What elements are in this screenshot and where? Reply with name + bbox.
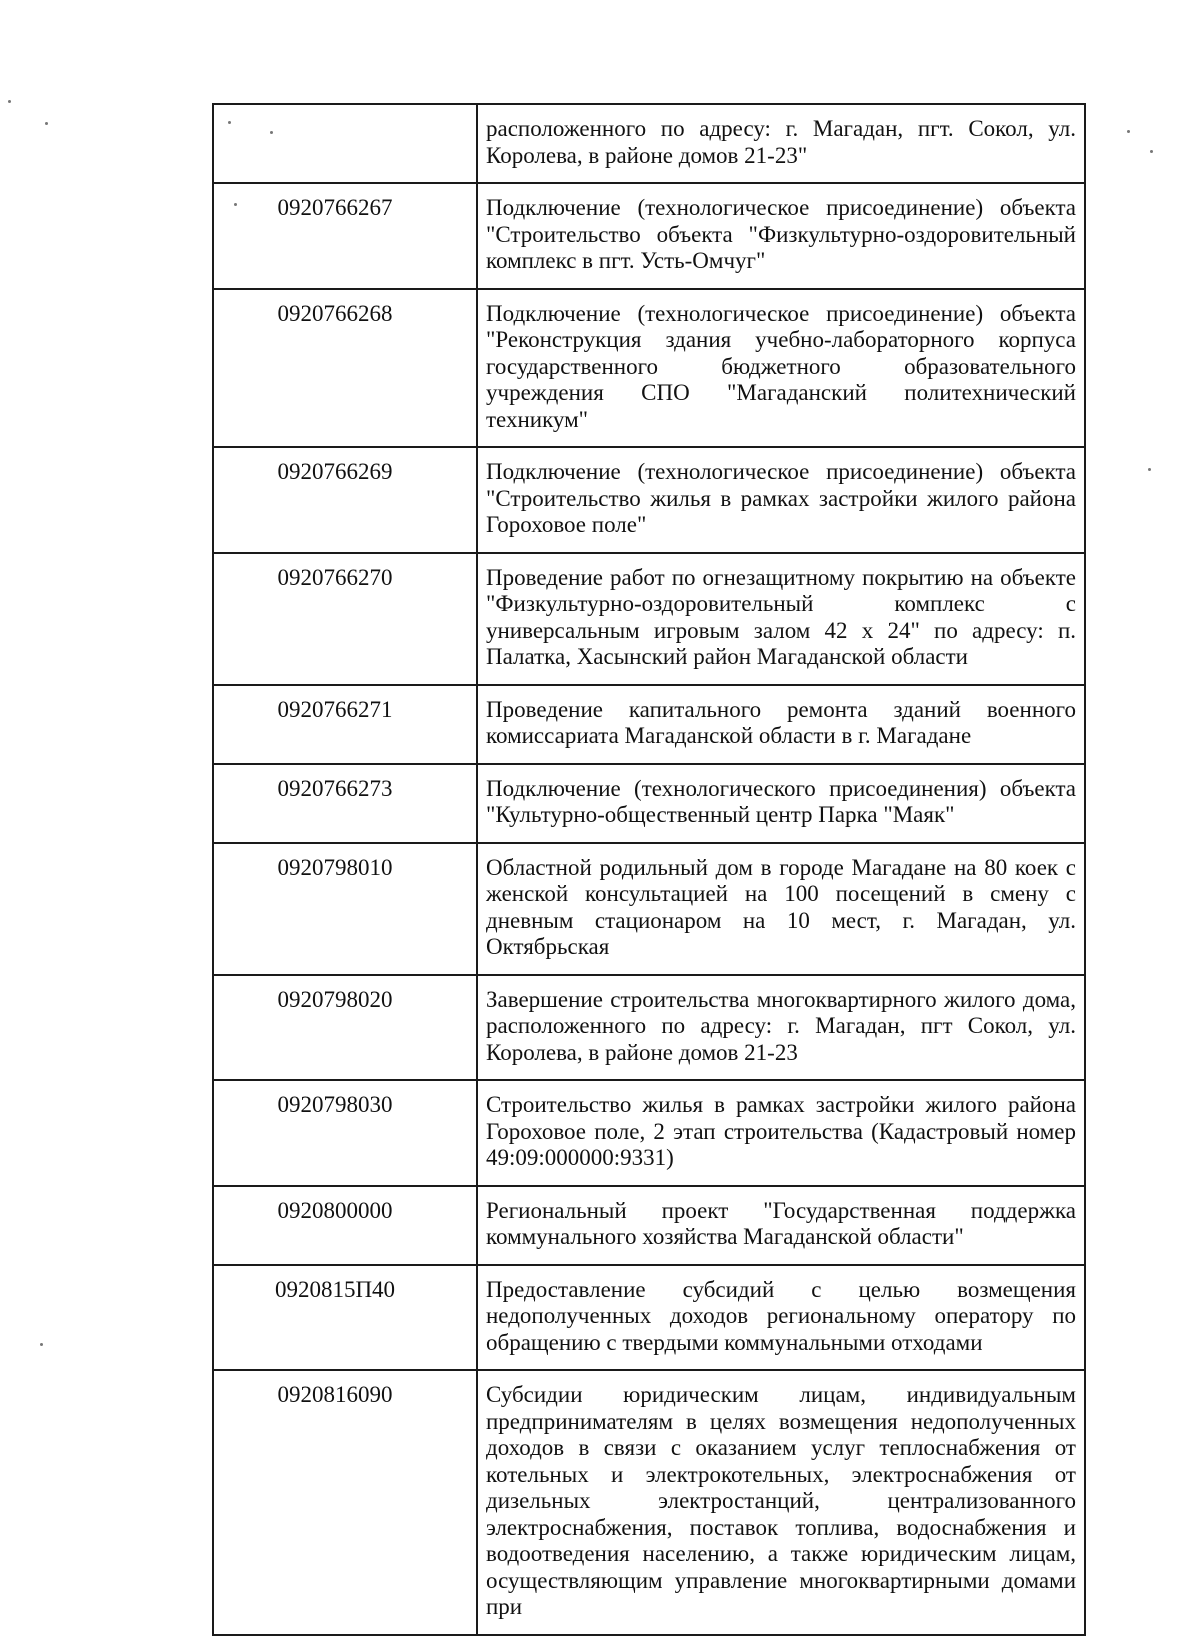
code-cell bbox=[213, 104, 477, 183]
scan-speck bbox=[45, 122, 48, 125]
scan-speck bbox=[1150, 150, 1153, 153]
code-cell: 0920766271 bbox=[213, 685, 477, 764]
scan-speck bbox=[8, 100, 11, 103]
table-row bbox=[213, 1186, 1085, 1265]
table-row bbox=[213, 553, 1085, 685]
description-cell: расположенного по адресу: г. Магадан, пгт. Сокол, ул. Королева, в районе домов 21-23" bbox=[477, 104, 1085, 183]
description-cell: Проведение капитального ремонта зданий военного комиссариата Магаданской области в г. Магадане bbox=[477, 685, 1085, 764]
scan-speck bbox=[270, 131, 273, 134]
code-cell: 0920816090 bbox=[213, 1370, 477, 1635]
table-row bbox=[213, 1265, 1085, 1371]
table-row bbox=[213, 104, 1085, 183]
code-cell: 0920798010 bbox=[213, 843, 477, 975]
description-cell: Региональный проект "Государственная поддержка коммунального хозяйства Магаданской области" bbox=[477, 1186, 1085, 1265]
description-cell: Подключение (технологическое присоединение) объекта "Строительство жилья в рамках застройки жилого района Гороховое поле" bbox=[477, 447, 1085, 553]
description-cell: Проведение работ по огнезащитному покрытию на объекте "Физкультурно-оздоровительный комплекс с универсальным игровым залом 42 х 24" по адресу: п. Палатка, Хасынский район Магаданской области bbox=[477, 553, 1085, 685]
scan-speck bbox=[234, 203, 237, 206]
code-cell: 0920766269 bbox=[213, 447, 477, 553]
code-cell: 0920800000 bbox=[213, 1186, 477, 1265]
code-cell: 0920798030 bbox=[213, 1080, 477, 1186]
code-cell: 0920815П40 bbox=[213, 1265, 477, 1371]
table-row bbox=[213, 1370, 1085, 1635]
table-row bbox=[213, 447, 1085, 553]
code-cell: 0920766270 bbox=[213, 553, 477, 685]
table-row bbox=[213, 1080, 1085, 1186]
budget-code-table bbox=[212, 103, 1086, 1636]
description-cell: Субсидии юридическим лицам, индивидуальным предпринимателям в целях возмещения недополученных доходов в связи с оказанием услуг теплоснабжения от котельных и электрокотельных, электроснабжения от дизельных электростанций, централизованного электроснабжения, поставок топлива, водоснабжения и водоотведения населению, а также юридическим лицам, осуществляющим управление многоквартирными домами при bbox=[477, 1370, 1085, 1635]
table-row bbox=[213, 975, 1085, 1081]
description-cell: Предоставление субсидий с целью возмещения недополученных доходов региональному оператору по обращению с твердыми коммунальными отходами bbox=[477, 1265, 1085, 1371]
description-cell: Завершение строительства многоквартирного жилого дома, расположенного по адресу: г. Магадан, пгт Сокол, ул. Королева, в районе домов 21-23 bbox=[477, 975, 1085, 1081]
description-cell: Областной родильный дом в городе Магадане на 80 коек с женской консультацией на 100 посещений в смену с дневным стационаром на 10 мест, г. Магадан, ул. Октябрьская bbox=[477, 843, 1085, 975]
description-cell: Подключение (технологическое присоединение) объекта "Реконструкция здания учебно-лабораторного корпуса государственного бюджетного образовательного учреждения СПО "Магаданский политехнический техникум" bbox=[477, 289, 1085, 448]
table-row bbox=[213, 685, 1085, 764]
scan-speck bbox=[40, 1343, 43, 1346]
scan-speck bbox=[1127, 130, 1130, 133]
code-cell: 0920798020 bbox=[213, 975, 477, 1081]
code-cell: 0920766273 bbox=[213, 764, 477, 843]
code-cell: 0920766268 bbox=[213, 289, 477, 448]
description-cell: Строительство жилья в рамках застройки жилого района Гороховое поле, 2 этап строительства (Кадастровый номер 49:09:000000:9331) bbox=[477, 1080, 1085, 1186]
table-row bbox=[213, 289, 1085, 448]
code-cell: 0920766267 bbox=[213, 183, 477, 289]
table-row bbox=[213, 183, 1085, 289]
table-row bbox=[213, 764, 1085, 843]
scan-speck bbox=[1148, 468, 1151, 471]
table-row bbox=[213, 843, 1085, 975]
description-cell: Подключение (технологического присоединения) объекта "Культурно-общественный центр Парка "Маяк" bbox=[477, 764, 1085, 843]
description-cell: Подключение (технологическое присоединение) объекта "Строительство объекта "Физкультурно-оздоровительный комплекс в пгт. Усть-Омчуг" bbox=[477, 183, 1085, 289]
scan-speck bbox=[228, 121, 231, 124]
